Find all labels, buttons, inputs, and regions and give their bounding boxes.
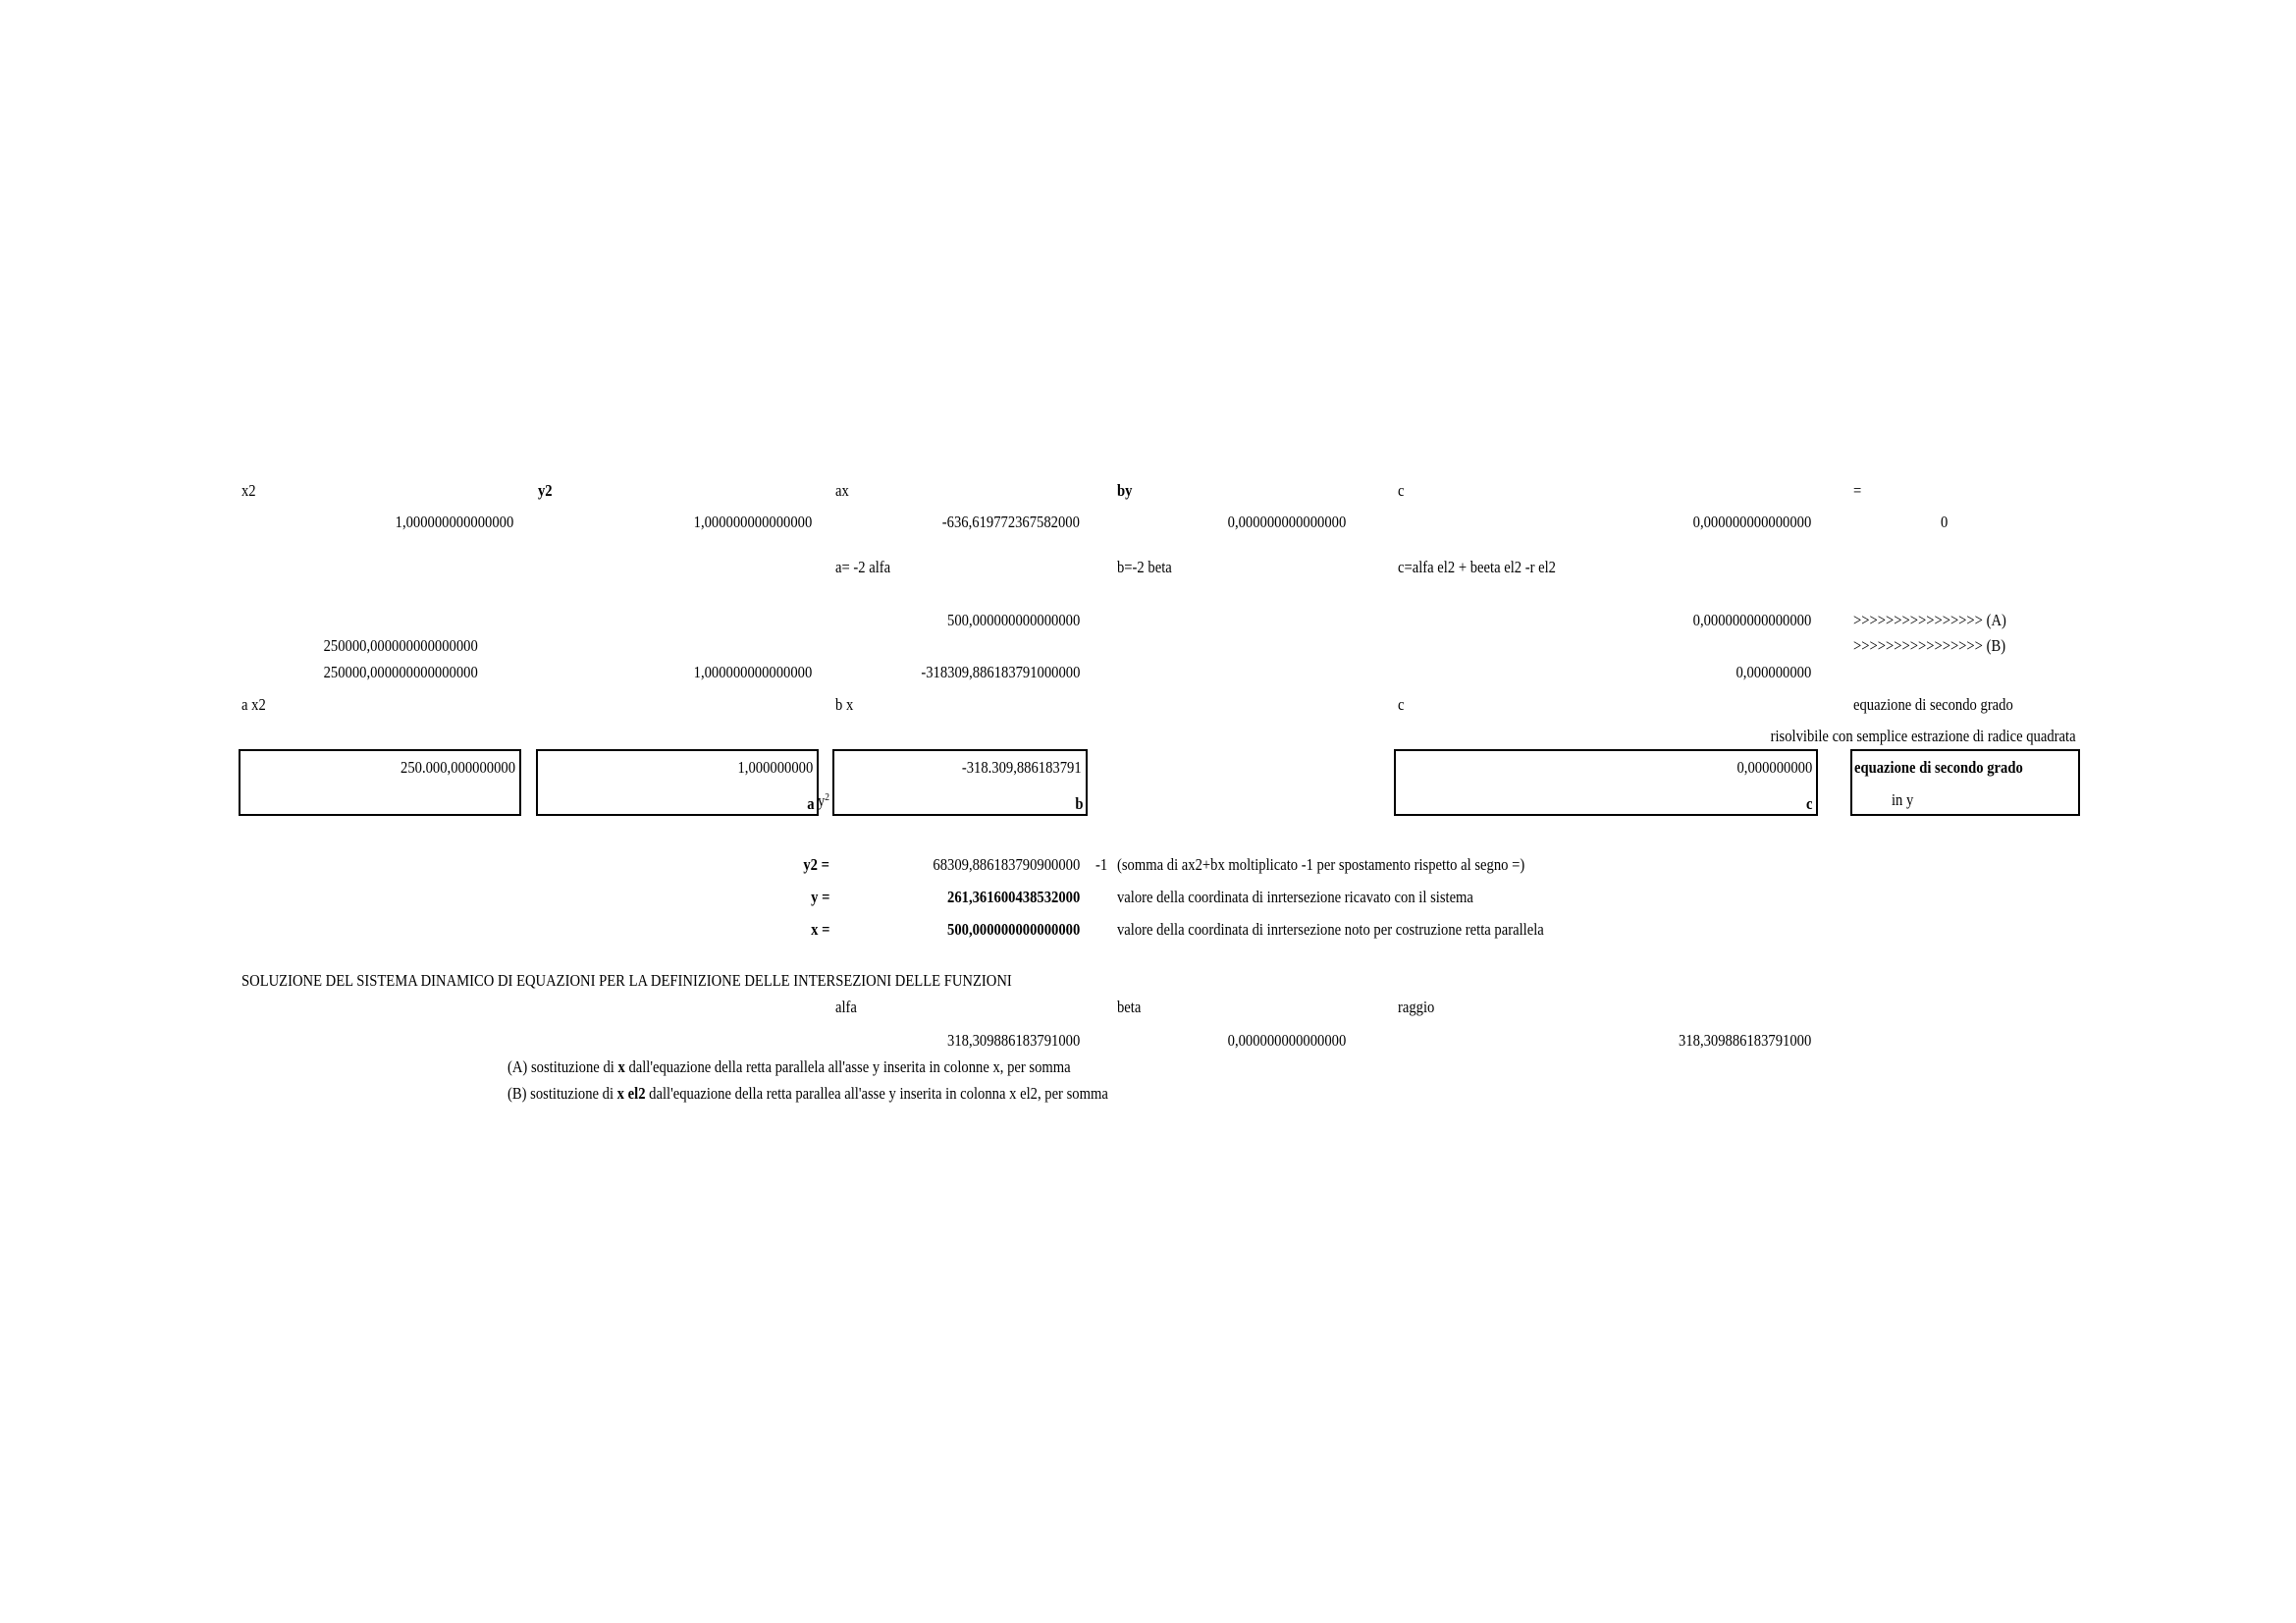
solution-beta-value: 0,000000000000000 xyxy=(1227,1031,1346,1050)
result-y2-label: y2 = xyxy=(803,855,829,874)
box-ay2-value: 1,000000000 xyxy=(737,758,813,777)
formula-c: c=alfa el2 + beeta el2 -r el2 xyxy=(1398,558,1556,576)
box-bx-value: -318.309,886183791 xyxy=(962,758,1082,777)
box-ax2 xyxy=(239,749,521,816)
row1-by-value: 0,000000000000000 xyxy=(1227,513,1346,531)
label-solvable: risolvibile con semplice estrazione di radice quadrata xyxy=(1771,727,2076,745)
solution-raggio-value: 318,309886183791000 xyxy=(1678,1031,1811,1050)
subst-bx-value: -318309,886183791000000 xyxy=(920,663,1080,681)
result-y-label: y = xyxy=(810,888,829,906)
note-a-bold: x xyxy=(617,1057,625,1076)
box-equation-title: equazione di secondo grado xyxy=(1854,758,2023,777)
subst-y2-value: 1,000000000000000 xyxy=(693,663,812,681)
subst-x2-line2: 250000,000000000000000 xyxy=(323,663,478,681)
box-y-symbol xyxy=(818,791,829,811)
box-c-value: 0,000000000 xyxy=(1736,758,1812,777)
note-b-bold: x el2 xyxy=(616,1084,646,1103)
solution-raggio-label: raggio xyxy=(1398,998,1435,1016)
result-y-description: valore della coordinata di inrtersezione ricavato con il sistema xyxy=(1117,888,1473,906)
result-x-label: x = xyxy=(810,920,829,939)
note-b-suffix: dall'equazione della retta parallea all'asse y inserita in colonna x el2, per somma xyxy=(649,1084,1108,1103)
formula-b: b=-2 beta xyxy=(1117,558,1172,576)
subst-ax-value: 500,000000000000000 xyxy=(946,611,1080,629)
y-var: y xyxy=(818,791,826,810)
note-a xyxy=(507,1057,1071,1077)
formula-a: a= -2 alfa xyxy=(835,558,891,576)
header-y2: y2 xyxy=(538,481,553,500)
box-bx xyxy=(832,749,1088,816)
box-equation-type xyxy=(1850,749,2080,816)
solution-alfa-label: alfa xyxy=(835,998,857,1016)
box-c xyxy=(1394,749,1818,816)
box-bx-label: b xyxy=(1074,794,1083,813)
solution-title: SOLUZIONE DEL SISTEMA DINAMICO DI EQUAZIONI PER LA DEFINIZIONE DELLE INTERSEZIONI DELLE FUNZIONI xyxy=(241,971,1012,990)
header-ax: ax xyxy=(835,481,849,500)
y-exponent: 2 xyxy=(825,791,830,803)
subst-c-value: 0,000000000000000 xyxy=(1692,611,1811,629)
box-equation-sub: in y xyxy=(1892,790,1914,809)
header-c: c xyxy=(1398,481,1405,500)
result-y2-description: (somma di ax2+bx moltiplicato -1 per spostamento rispetto al segno =) xyxy=(1117,855,1525,874)
subst-c2-value: 0,000000000 xyxy=(1735,663,1811,681)
header-by: by xyxy=(1117,481,1133,500)
header-equals: = xyxy=(1853,481,1862,500)
row1-x2-value: 1,000000000000000 xyxy=(395,513,513,531)
label-c: c xyxy=(1398,695,1405,714)
result-y-value: 261,361600438532000 xyxy=(946,888,1080,906)
box-ax2-value: 250.000,000000000 xyxy=(400,758,515,777)
header-x2: x2 xyxy=(241,481,256,500)
label-ax2: a x2 xyxy=(241,695,266,714)
label-eq-type: equazione di secondo grado xyxy=(1853,695,2013,714)
result-y2-value: 68309,886183790900000 xyxy=(933,855,1080,874)
box-c-label: c xyxy=(1806,794,1813,813)
box-ay2 xyxy=(536,749,819,816)
label-bx: b x xyxy=(835,695,854,714)
note-b xyxy=(507,1084,1108,1104)
subst-x2-line1: 250000,000000000000000 xyxy=(323,636,478,655)
row1-c-value: 0,000000000000000 xyxy=(1692,513,1811,531)
arrow-b: >>>>>>>>>>>>>>>> (B) xyxy=(1853,636,2006,655)
row1-ax-value: -636,619772367582000 xyxy=(941,513,1080,531)
row1-eq-value: 0 xyxy=(1941,513,1949,531)
arrow-a: >>>>>>>>>>>>>>>> (A) xyxy=(1853,611,2006,629)
note-b-prefix: (B) sostituzione di xyxy=(507,1084,614,1103)
note-a-prefix: (A) sostituzione di xyxy=(507,1057,614,1076)
solution-alfa-value: 318,309886183791000 xyxy=(946,1031,1080,1050)
note-a-suffix: dall'equazione della retta parallela all'asse y inserita in colonne x, per somma xyxy=(628,1057,1071,1076)
row1-y2-value: 1,000000000000000 xyxy=(693,513,812,531)
result-x-description: valore della coordinata di inrtersezione noto per costruzione retta parallela xyxy=(1117,920,1544,939)
box-ay2-label: a xyxy=(806,794,814,813)
solution-beta-label: beta xyxy=(1117,998,1142,1016)
result-y2-multiplier: -1 xyxy=(1095,855,1108,874)
result-x-value: 500,000000000000000 xyxy=(946,920,1080,939)
